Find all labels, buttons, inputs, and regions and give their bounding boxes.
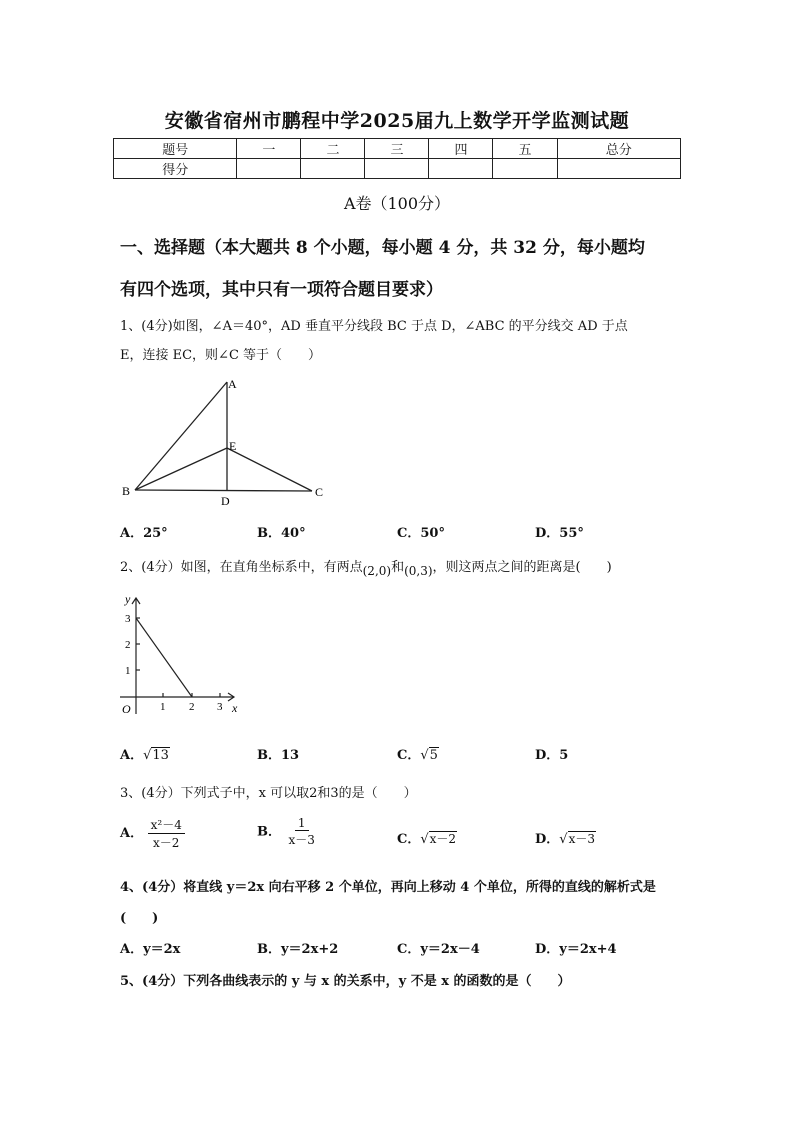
score-cell: 题号 bbox=[114, 139, 237, 159]
fraction bbox=[286, 816, 318, 848]
score-blank-cell[interactable] bbox=[237, 159, 301, 179]
score-table-header-row bbox=[114, 139, 681, 159]
option-label: D． bbox=[535, 832, 560, 847]
option-label: A． bbox=[120, 826, 144, 841]
score-cell: 三 bbox=[365, 139, 429, 159]
q4-option-b[interactable]: B．y＝2x+2 bbox=[257, 942, 339, 957]
option-label: B． bbox=[257, 824, 281, 840]
score-cell: 一 bbox=[237, 139, 301, 159]
section-heading-line2: 有四个选项，其中只有一项符合题目要求） bbox=[120, 280, 443, 300]
score-cell: 二 bbox=[301, 139, 365, 159]
q2-text-a: 2、(4分）如图，在直角坐标系中，有两点 bbox=[120, 560, 363, 575]
q1-text-line2: E，连接 EC，则∠C 等于（ ） bbox=[120, 348, 322, 363]
fraction bbox=[148, 816, 185, 851]
q4-option-d[interactable]: D．y＝2x+4 bbox=[535, 942, 617, 957]
score-table bbox=[113, 138, 681, 179]
q3-option-d[interactable]: D．√x－3 bbox=[535, 832, 595, 847]
q4-text-line1: 4、(4分）将直线 y＝2x 向右平移 2 个单位，再向上移动 4 个单位，所得的直线的解析式是 bbox=[120, 880, 656, 895]
q3-option-a[interactable] bbox=[120, 816, 185, 851]
q2-point-1: (2,0) bbox=[362, 564, 392, 578]
q3-option-b[interactable] bbox=[257, 816, 318, 848]
sqrt-value: 5 bbox=[429, 748, 438, 763]
x-tick-2: 2 bbox=[189, 701, 195, 713]
q1-text-line1: 1、(4分)如图，∠A＝40°，AD 垂直平分线段 BC 于点 D，∠ABC 的平分线交 AD 于点 bbox=[120, 319, 628, 334]
y-tick-1: 1 bbox=[125, 665, 131, 677]
denominator: x－2 bbox=[153, 836, 180, 850]
fig-label-a: A bbox=[228, 377, 237, 391]
numerator: 1 bbox=[295, 816, 309, 831]
q2-option-c[interactable]: C．√5 bbox=[397, 748, 438, 763]
score-cell: 得分 bbox=[114, 159, 237, 179]
score-blank-cell[interactable] bbox=[365, 159, 429, 179]
q1-option-b[interactable]: B．40° bbox=[257, 526, 306, 541]
q5-text: 5、(4分）下列各曲线表示的 y 与 x 的关系中，y 不是 x 的函数的是（ ） bbox=[120, 974, 571, 989]
option-label: C． bbox=[397, 748, 421, 763]
q4-option-c[interactable]: C．y＝2x－4 bbox=[397, 942, 480, 957]
q2-coordinate-figure bbox=[116, 590, 246, 720]
q2-option-d[interactable]: D．5 bbox=[535, 748, 569, 763]
score-blank-cell[interactable] bbox=[301, 159, 365, 179]
score-cell: 五 bbox=[493, 139, 557, 159]
score-blank-cell[interactable] bbox=[429, 159, 493, 179]
part-heading: A卷（100分） bbox=[343, 194, 451, 213]
score-blank-cell[interactable] bbox=[493, 159, 557, 179]
q4-text-line2: ( ) bbox=[120, 911, 159, 926]
q2-text bbox=[120, 556, 612, 578]
sqrt-value: x－2 bbox=[429, 832, 457, 846]
y-axis-label: y bbox=[125, 592, 131, 606]
fig-label-c: C bbox=[315, 485, 324, 499]
x-tick-3: 3 bbox=[217, 701, 223, 713]
q2-point-2: (0,3) bbox=[404, 564, 433, 578]
section-heading-line1: 一、选择题（本大题共 8 个小题，每小题 4 分，共 32 分，每小题均 bbox=[120, 238, 645, 258]
q1-triangle-figure bbox=[120, 374, 335, 510]
sqrt-value: x－3 bbox=[568, 832, 595, 846]
option-label: C． bbox=[397, 832, 421, 847]
q2-option-b[interactable]: B．13 bbox=[257, 748, 300, 763]
score-blank-cell[interactable] bbox=[557, 159, 681, 179]
option-label: A． bbox=[120, 748, 144, 763]
score-table-score-row bbox=[114, 159, 681, 179]
q1-option-d[interactable]: D．55° bbox=[535, 526, 584, 541]
q4-option-a[interactable]: A．y＝2x bbox=[120, 942, 181, 957]
fig-label-b: B bbox=[122, 484, 131, 498]
q1-option-a[interactable]: A．25° bbox=[120, 526, 168, 541]
q2-option-a[interactable]: A．√13 bbox=[120, 748, 169, 763]
y-tick-2: 2 bbox=[125, 639, 131, 651]
q1-option-c[interactable]: C．50° bbox=[397, 526, 445, 541]
page-title: 安徽省宿州市鹏程中学2025届九上数学开学监测试题 bbox=[164, 110, 630, 132]
x-axis-label: x bbox=[232, 701, 238, 715]
sqrt-value: 13 bbox=[152, 748, 169, 763]
x-tick-1: 1 bbox=[160, 701, 166, 713]
denominator: x－3 bbox=[288, 833, 315, 847]
score-cell: 四 bbox=[429, 139, 493, 159]
score-cell: 总分 bbox=[557, 139, 681, 159]
fig-label-e: E bbox=[229, 439, 237, 453]
y-tick-3: 3 bbox=[125, 613, 131, 625]
numerator: x²－4 bbox=[148, 816, 185, 834]
origin-label: O bbox=[122, 702, 131, 716]
fig-label-d: D bbox=[221, 494, 230, 508]
q2-text-c: ，则这两点之间的距离是( ) bbox=[432, 560, 612, 575]
q3-option-c[interactable]: C．√x－2 bbox=[397, 832, 457, 847]
q3-text: 3、(4分）下列式子中，x 可以取2和3的是（ ） bbox=[120, 786, 417, 801]
q2-text-b: 和 bbox=[391, 560, 405, 575]
